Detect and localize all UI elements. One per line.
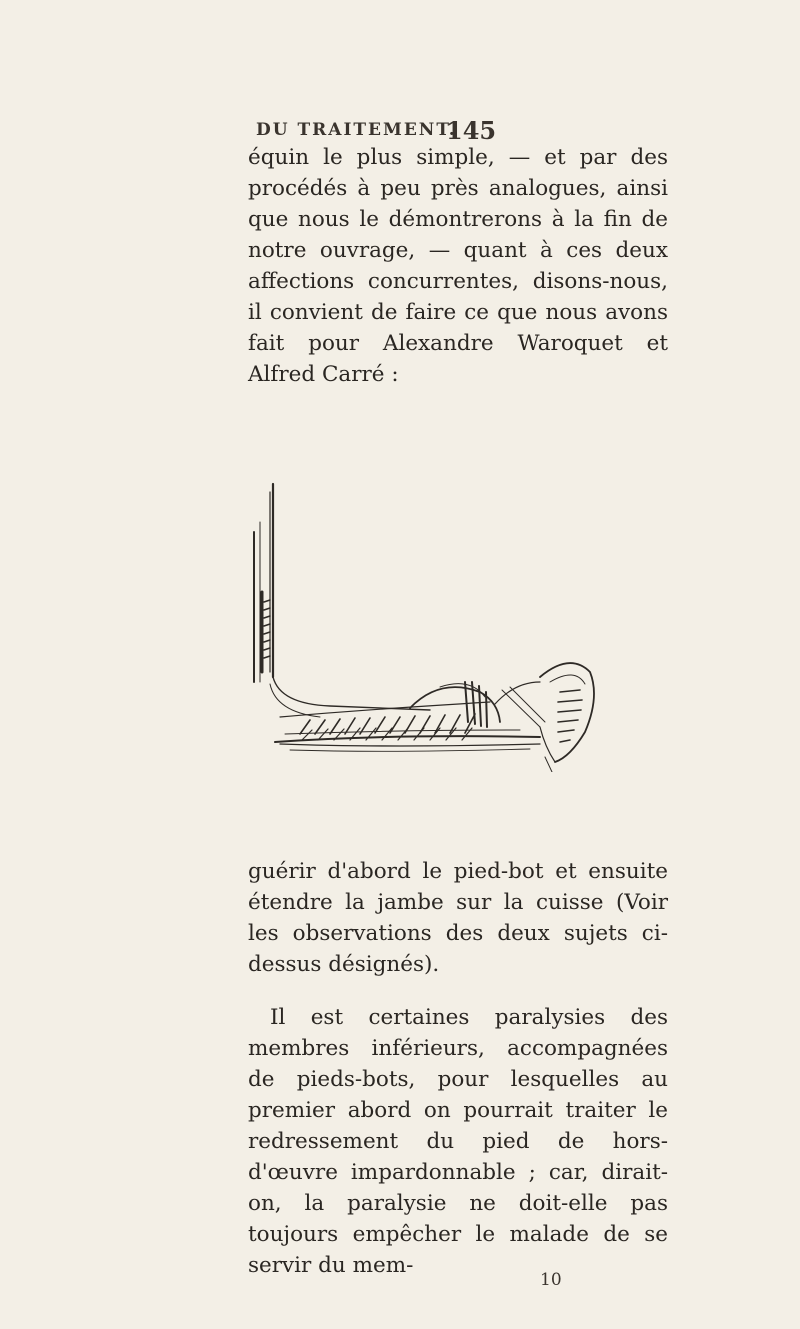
- page-number: 145: [446, 116, 497, 145]
- paragraph-middle: [248, 856, 668, 980]
- paragraph-top: [248, 142, 668, 390]
- leg-engraving-icon: [240, 472, 640, 772]
- paragraph-bottom: [248, 1002, 668, 1281]
- running-title: DU TRAITEMENT.: [256, 120, 457, 140]
- signature-mark: 10: [540, 1270, 562, 1290]
- paragraph-top-text: équin le plus simple, — et par des procédés à peu près analogues, ainsi que nous le démontrerons à la fin de notre ouvrage, — quant à ces deux affections concurrentes, disons-nous, il convient de faire ce que nous avons fait pour Alexandre Waroquet et Alfred Carré :: [248, 145, 668, 387]
- paragraph-bottom-text: Il est certaines paralysies des membres inférieurs, accompagnées de pieds-bots, pour lesquelles au premier abord on pourrait traiter le redressement du pied de hors-d'œuvre impardonnable ; car, dirait-on, la paralysie ne doit-elle pas toujours empêcher le malade de se servir du mem-: [248, 1005, 668, 1278]
- figure-leg-illustration: [240, 472, 640, 772]
- paragraph-middle-text: guérir d'abord le pied-bot et ensuite étendre la jambe sur la cuisse (Voir les observations des deux sujets ci-dessus désignés).: [248, 859, 668, 977]
